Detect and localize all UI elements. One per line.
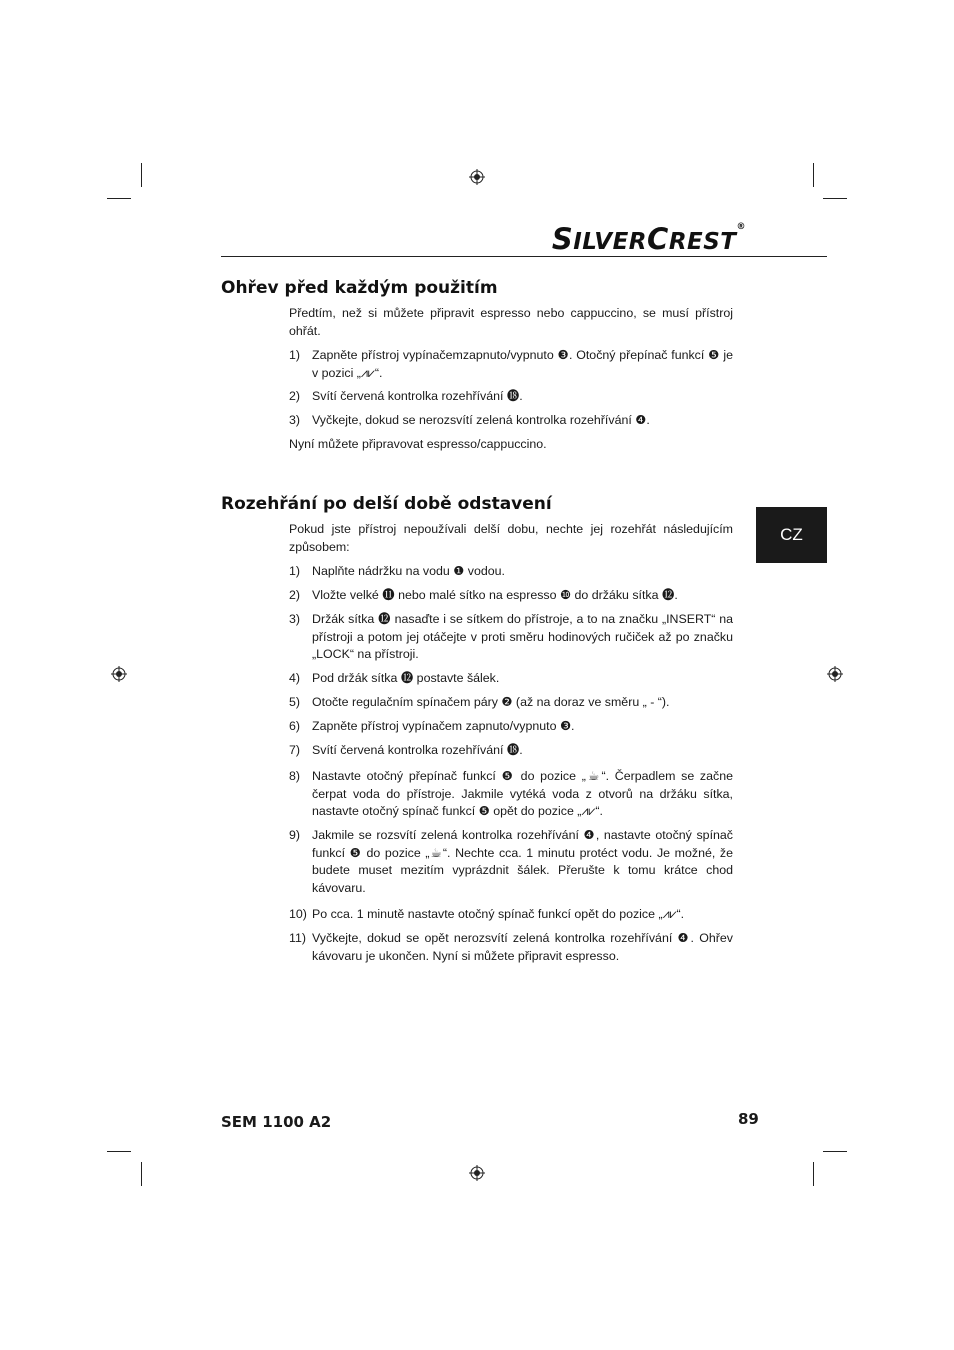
list-item: 1) Naplňte nádržku na vodu ❶ vodou. — [289, 564, 505, 578]
crop-mark — [813, 1162, 814, 1186]
section-title-reheat: Rozehřání po delší době odstavení — [221, 494, 552, 514]
list-item: 7) Svítí červená kontrolka rozehřívání ⓲. — [289, 743, 523, 757]
registration-mark-icon — [469, 169, 485, 185]
crop-mark — [141, 1162, 142, 1186]
registration-mark-icon — [469, 1165, 485, 1181]
crop-mark — [823, 198, 847, 199]
section-title-preheat: Ohřev před každým použitím — [221, 278, 498, 298]
registration-mark-icon — [827, 666, 843, 682]
list-item: 3) Držák sítka ⓬ nasaďte i se sítkem do přístroje, a to na značku „INSERT“ na přístroji a potom jej otáčejte v proti směru hodinových ručiček až po značku „LOCK“ na přístroji. — [289, 612, 733, 661]
list-item: 1) Zapněte přístroj vypínačemzapnuto/vypnuto ❸. Otočný přepínač funkcí ❺ je v pozici „⩘⩗“. — [289, 348, 733, 380]
crop-mark — [107, 198, 131, 199]
crop-mark — [141, 163, 142, 187]
page-number: 89 — [738, 1110, 759, 1128]
section1-outro: Nyní můžete připravovat espresso/cappuccino. — [289, 437, 547, 451]
model-number: SEM 1100 A2 — [221, 1113, 332, 1131]
section1-intro: Předtím, než si můžete připravit espresso nebo cappuccino, se musí přístroj ohřát. — [289, 306, 733, 338]
brand-logo: SILVERCREST® — [551, 222, 746, 256]
list-item: 6) Zapněte přístroj vypínačem zapnuto/vypnuto ❸. — [289, 719, 575, 733]
language-tab: CZ — [756, 507, 827, 563]
list-item: 5) Otočte regulačním spínačem páry ❷ (až na doraz ve směru „ - “). — [289, 695, 670, 709]
list-item: 9) Jakmile se rozsvítí zelená kontrolka rozehřívání ❹, nastavte otočný spínač funkcí ❺ do pozice „☕“. Nechte cca. 1 minutu protéct vodu. Je možné, že budete muset mezitím vyprázdnit šálek. Přerušte k tomu krátce chod kávovaru. — [289, 828, 733, 895]
crop-mark — [813, 163, 814, 187]
list-item: 3) Vyčkejte, dokud se nerozsvítí zelená kontrolka rozehřívání ❹. — [289, 413, 650, 427]
list-item: 2) Vložte velké ⓫ nebo malé sítko na espresso ❿ do držáku sítka ⓬. — [289, 588, 678, 602]
registration-mark-icon — [111, 666, 127, 682]
crop-mark — [107, 1151, 131, 1152]
section2-intro: Pokud jste přístroj nepoužívali delší dobu, nechte jej rozehřát následujícím způsobem: — [289, 522, 733, 554]
list-item: 4) Pod držák sítka ⓬ postavte šálek. — [289, 671, 500, 685]
list-item: 2) Svítí červená kontrolka rozehřívání ⓲. — [289, 389, 523, 403]
list-item: 11) Vyčkejte, dokud se opět nerozsvítí zelená kontrolka rozehřívání ❹. Ohřev kávovaru je ukončen. Nyní si můžete připravit espresso. — [289, 931, 733, 963]
list-item: 8) Nastavte otočný přepínač funkcí ❺ do pozice „☕“. Čerpadlem se začne čerpat voda do přístroje. Jakmile vytéká voda z otvorů na držáku sítka, nastavte otočný spínač funkcí ❺ opět do pozice „⩘⩗“. — [289, 769, 733, 818]
crop-mark — [823, 1151, 847, 1152]
list-item: 10) Po cca. 1 minutě nastavte otočný spínač funkcí opět do pozice „⩘⩗“. — [289, 907, 685, 921]
header-rule — [221, 256, 827, 257]
